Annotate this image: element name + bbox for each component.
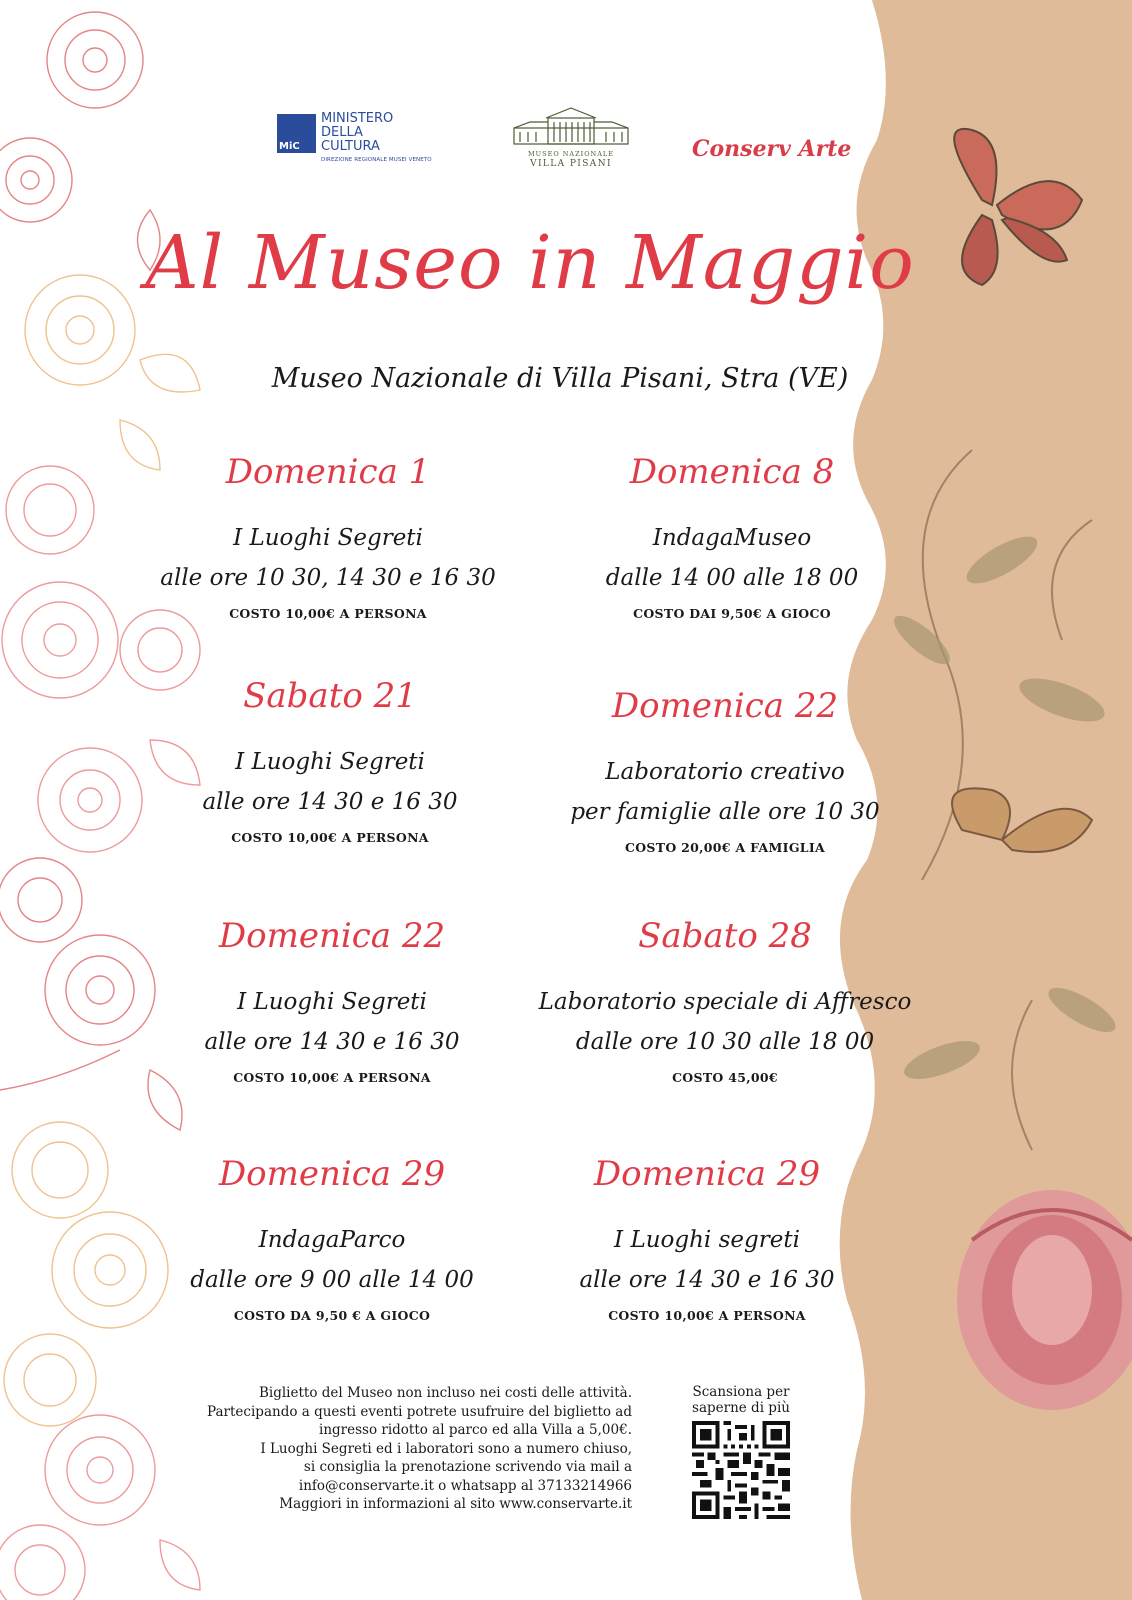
event-cost: COSTO 10,00€ A PERSONA xyxy=(229,606,427,621)
poster-subtitle: Museo Nazionale di Villa Pisani, Stra (VE) xyxy=(271,363,849,394)
event-card xyxy=(505,912,945,1085)
info-notes xyxy=(120,1384,632,1514)
event-name: IndagaParco xyxy=(258,1227,406,1253)
ministero-line: MINISTERO xyxy=(321,111,394,126)
event-card xyxy=(108,448,548,621)
event-card xyxy=(512,448,952,621)
event-name: I Luoghi segreti xyxy=(614,1227,800,1253)
event-cost: COSTO 10,00€ A PERSONA xyxy=(608,1308,806,1323)
event-cost: COSTO DAI 9,50€ A GIOCO xyxy=(633,606,831,621)
event-card xyxy=(110,672,550,845)
note-line: Partecipando a questi eventi potrete usufruire del biglietto ad xyxy=(207,1403,632,1420)
event-time: alle ore 14 30 e 16 30 xyxy=(202,789,458,815)
poster-title: Al Museo in Maggio xyxy=(145,220,915,306)
event-day: Domenica 8 xyxy=(629,452,835,492)
event-name: Laboratorio creativo xyxy=(605,759,845,785)
event-cost: COSTO DA 9,50 € A GIOCO xyxy=(233,1308,431,1323)
event-time: dalle ore 10 30 alle 18 00 xyxy=(575,1029,875,1055)
note-line: ingresso ridotto al parco ed alla Villa a 5,00€. xyxy=(319,1422,632,1438)
qr-code-icon[interactable] xyxy=(692,1421,790,1519)
note-line: I Luoghi Segreti ed i laboratori sono a numero chiuso, xyxy=(260,1440,632,1457)
qr-caption-line: saperne di più xyxy=(692,1400,790,1416)
event-day: Sabato 28 xyxy=(638,916,812,956)
event-name: I Luoghi Segreti xyxy=(233,525,423,551)
event-name: IndagaMuseo xyxy=(652,525,812,551)
event-day: Domenica 29 xyxy=(593,1154,821,1194)
event-day: Domenica 22 xyxy=(218,916,446,956)
note-line: Maggiori in informazioni al sito www.conservarte.it xyxy=(279,1496,632,1512)
event-time: alle ore 10 30, 14 30 e 16 30 xyxy=(160,565,496,591)
event-day: Sabato 21 xyxy=(243,676,417,716)
event-cost: COSTO 10,00€ A PERSONA xyxy=(231,830,429,845)
qr-caption xyxy=(680,1384,802,1416)
event-card xyxy=(112,912,552,1085)
note-line: info@conservarte.it o whatsapp al 37133214966 xyxy=(298,1477,632,1494)
ministero-line: CULTURA xyxy=(321,139,380,154)
ministero-subline: DIREZIONE REGIONALE MUSEI VENETO xyxy=(321,157,432,163)
event-cost: COSTO 20,00€ A FAMIGLIA xyxy=(624,840,826,855)
ministero-line: DELLA xyxy=(321,125,363,140)
event-card xyxy=(505,682,945,855)
mic-badge: MiC xyxy=(277,114,316,153)
event-time: alle ore 14 30 e 16 30 xyxy=(579,1267,835,1293)
event-card xyxy=(487,1150,927,1323)
conserv-arte-logo: Conserv Arte xyxy=(692,136,852,162)
event-time: per famiglie alle ore 10 30 xyxy=(570,799,880,825)
villa-building-icon xyxy=(510,106,632,148)
event-cost: COSTO 45,00€ xyxy=(672,1070,778,1085)
villa-caption-line1: MUSEO NAZIONALE xyxy=(528,150,614,158)
event-day: Domenica 29 xyxy=(218,1154,446,1194)
villa-caption-line2: VILLA PISANI xyxy=(530,159,612,169)
event-name: I Luoghi Segreti xyxy=(235,749,425,775)
event-time: dalle 14 00 alle 18 00 xyxy=(605,565,859,591)
qr-caption-line: Scansiona per xyxy=(692,1384,790,1400)
event-time: dalle ore 9 00 alle 14 00 xyxy=(190,1267,474,1293)
ministero-cultura-logo xyxy=(277,111,432,168)
event-card xyxy=(112,1150,552,1323)
event-time: alle ore 14 30 e 16 30 xyxy=(204,1029,460,1055)
villa-pisani-logo xyxy=(510,106,632,172)
note-line: Biglietto del Museo non incluso nei costi delle attività. xyxy=(258,1385,632,1401)
event-day: Domenica 22 xyxy=(611,686,839,726)
event-day: Domenica 1 xyxy=(225,452,431,492)
event-name: Laboratorio speciale di Affresco xyxy=(538,989,912,1015)
event-cost: COSTO 10,00€ A PERSONA xyxy=(233,1070,431,1085)
note-line: si consiglia la prenotazione scrivendo via mail a xyxy=(303,1459,632,1475)
event-name: I Luoghi Segreti xyxy=(237,989,427,1015)
